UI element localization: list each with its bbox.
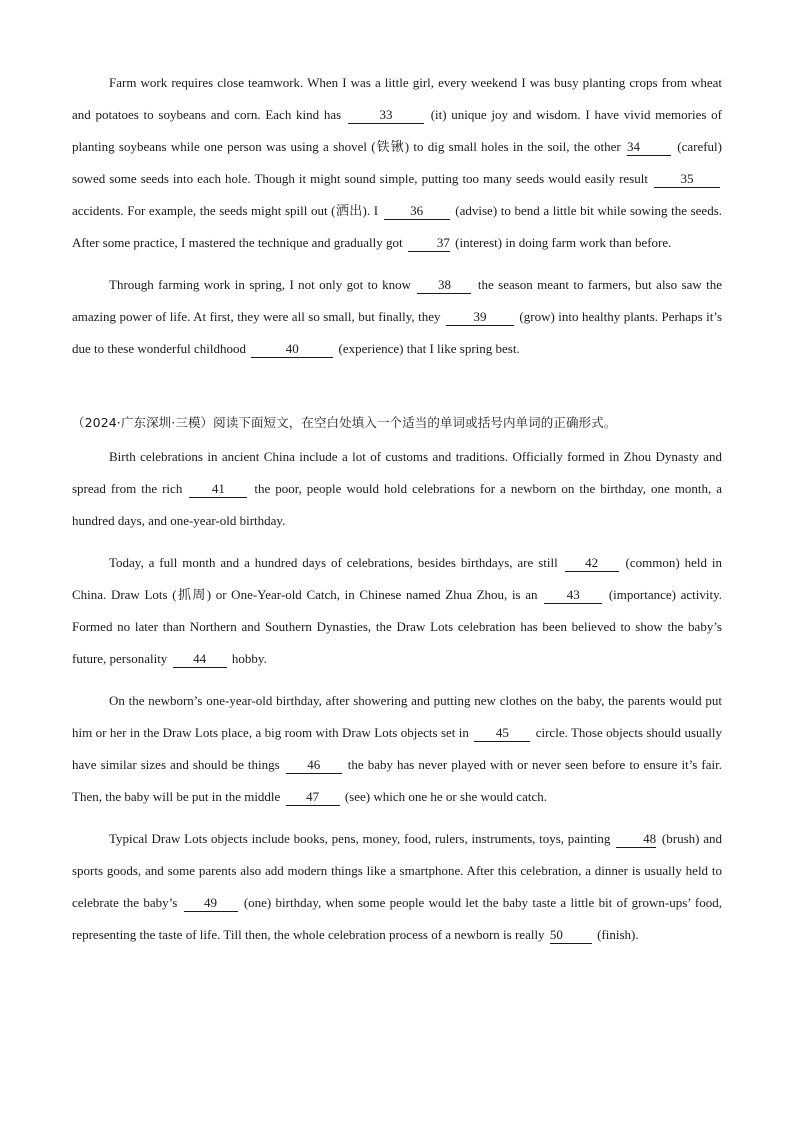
blank-40[interactable]: 40 bbox=[251, 341, 333, 358]
blank-36[interactable]: 36 bbox=[384, 203, 450, 220]
blank-46[interactable]: 46 bbox=[286, 757, 342, 774]
passage2-paragraph-2 bbox=[72, 547, 722, 675]
blank-48[interactable]: 48 bbox=[616, 831, 656, 848]
passage1-paragraph-1 bbox=[72, 67, 722, 259]
blank-43[interactable]: 43 bbox=[544, 587, 602, 604]
text: Today, a full month and a hundred days of celebrations, besides birthdays, are still bbox=[109, 555, 563, 570]
text: accidents. For example, the seeds might spill out (洒出). I bbox=[72, 203, 382, 218]
blank-34[interactable]: 34 bbox=[627, 139, 671, 156]
exercise-heading: （2024·广东深圳·三模）阅读下面短文，在空白处填入一个适当的单词或括号内单词的正确形式。 bbox=[72, 415, 617, 430]
text: Typical Draw Lots objects include books, pens, money, food, rulers, instruments, toys, painting bbox=[109, 831, 615, 846]
text: (finish). bbox=[593, 927, 639, 942]
text: (common) held in China. Draw Lots (抓周) or One-Year-old Catch, in Chinese named Zhua Zhou, is an bbox=[72, 555, 722, 602]
text: Farm work requires close teamwork. When I was a little girl, every weekend I was busy planting crops from wheat and potatoes to soybeans and corn. Each kind has bbox=[72, 75, 722, 122]
blank-37[interactable]: 37 bbox=[408, 235, 450, 252]
passage2-paragraph-4 bbox=[72, 823, 722, 951]
blank-33[interactable]: 33 bbox=[348, 107, 424, 124]
text: (careful) sowed some seeds into each hole. Though it might sound simple, putting too many seeds would easily result bbox=[72, 139, 722, 186]
text: (it) unique joy and wisdom. I have vivid memories of planting soybeans while one person was using a shovel (铁锹) to dig small holes in the soil, the other bbox=[72, 107, 722, 154]
text: the season meant to farmers, but also saw the amazing power of life. At first, they were all so small, but finally, they bbox=[72, 277, 722, 324]
blank-45[interactable]: 45 bbox=[474, 725, 530, 742]
text: (see) which one he or she would catch. bbox=[341, 789, 547, 804]
text: Birth celebrations in ancient China include a lot of customs and traditions. Officially formed in Zhou Dynasty and spread from the rich bbox=[72, 449, 722, 496]
blank-50[interactable]: 50 bbox=[550, 927, 592, 944]
text: Through farming work in spring, I not only got to know bbox=[109, 277, 416, 292]
text: (experience) that I like spring best. bbox=[335, 341, 520, 356]
passage2-paragraph-3 bbox=[72, 685, 722, 813]
text: On the newborn’s one-year-old birthday, after showering and putting new clothes on the baby, the parents would put him or her in the Draw Lots place, a big room with Draw Lots objects set in bbox=[72, 693, 722, 740]
text: circle. Those objects should usually have similar sizes and should be things bbox=[72, 725, 722, 772]
passage2-paragraph-1 bbox=[72, 441, 722, 537]
text: (one) birthday, when some people would let the baby taste a little bit of grown-ups’ food, representing the taste of life. Till then, the whole celebration process of a newborn is really bbox=[72, 895, 722, 942]
passage1-paragraph-2 bbox=[72, 269, 722, 365]
text: (interest) in doing farm work than before. bbox=[451, 235, 672, 250]
document-page bbox=[72, 67, 722, 951]
blank-41[interactable]: 41 bbox=[189, 481, 247, 498]
text: hobby. bbox=[228, 651, 267, 666]
text: the poor, people would hold celebrations for a newborn on the birthday, one month, a hundred days, and one-year-old birthday. bbox=[72, 481, 722, 528]
text: (advise) to bend a little bit while sowing the seeds. After some practice, I mastered the technique and gradually got bbox=[72, 203, 723, 250]
text: (importance) activity. Formed no later than Northern and Southern Dynasties, the Draw Lots celebration has been believed to show the baby’s future, personality bbox=[72, 587, 723, 666]
text: (grow) into healthy plants. Perhaps it’s due to these wonderful childhood bbox=[72, 309, 723, 356]
blank-47[interactable]: 47 bbox=[286, 789, 340, 806]
blank-44[interactable]: 44 bbox=[173, 651, 227, 668]
blank-39[interactable]: 39 bbox=[446, 309, 514, 326]
text: (brush) and sports goods, and some parents also add modern things like a smartphone. After this celebration, a dinner is usually held to celebrate the baby’s bbox=[72, 831, 722, 910]
blank-42[interactable]: 42 bbox=[565, 555, 619, 572]
blank-49[interactable]: 49 bbox=[184, 895, 238, 912]
blank-38[interactable]: 38 bbox=[417, 277, 471, 294]
text: the baby has never played with or never seen before to ensure it’s fair. Then, the baby will be put in the middle bbox=[72, 757, 722, 804]
blank-35[interactable]: 35 bbox=[654, 171, 720, 188]
